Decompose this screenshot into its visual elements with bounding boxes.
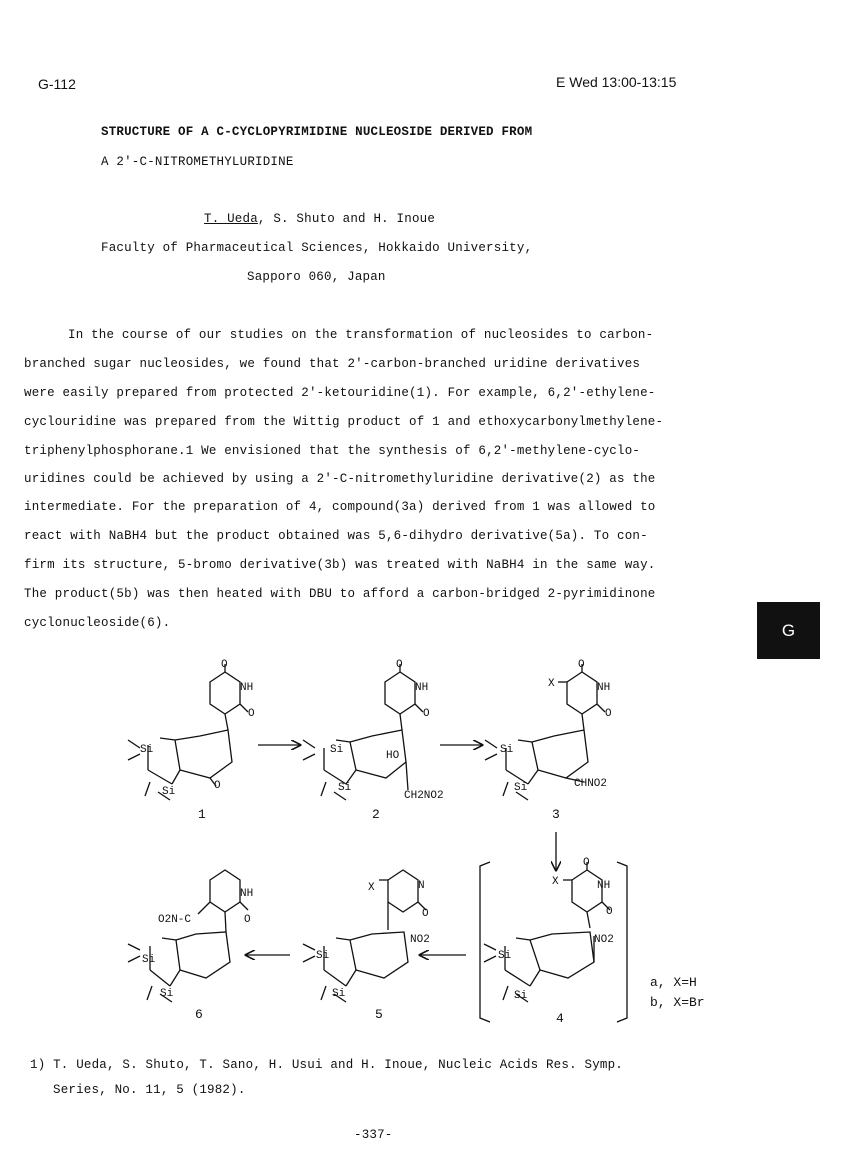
label-nh: NH (240, 888, 254, 900)
label-n: N (418, 880, 425, 892)
title-line-1: STRUCTURE OF A C-CYCLOPYRIMIDINE NUCLEOSIDE DERIVED FROM (101, 125, 533, 139)
label-si: Si (500, 744, 514, 756)
label-chno2: CHNO2 (574, 778, 608, 790)
label-si: Si (332, 988, 346, 1000)
legend-b: b, X=Br (650, 995, 705, 1010)
label-no2: NO2 (410, 934, 430, 946)
affiliation: Faculty of Pharmaceutical Sciences, Hokkaido University, (101, 241, 533, 255)
label-si: Si (514, 782, 528, 794)
label-si: Si (142, 954, 156, 966)
body-line: triphenylphosphorane.1 We envisioned that the synthesis of 6,2'-methylene-cyclo- (24, 444, 641, 458)
label-nh: NH (597, 880, 611, 892)
label-si: Si (140, 744, 154, 756)
body-line: react with NaBH4 but the product obtained was 5,6-dihydro derivative(5a). To con- (24, 529, 648, 543)
label-o: O (605, 708, 612, 720)
label-o: O (583, 857, 590, 869)
label-o: O (248, 708, 255, 720)
compound-label-5: 5 (375, 1007, 383, 1022)
body-line: uridines could be achieved by using a 2'-C-nitromethyluridine derivative(2) as the (24, 472, 656, 486)
session-time: E Wed 13:00-13:15 (556, 74, 677, 90)
structure-2 (303, 664, 423, 800)
structure-6 (128, 870, 248, 1002)
structure-5 (303, 870, 426, 1002)
label-o: O (214, 780, 221, 792)
co-authors: , S. Shuto and H. Inoue (257, 212, 436, 226)
label-nh: NH (415, 682, 429, 694)
page-number: -337- (354, 1128, 393, 1142)
reference-line-2: Series, No. 11, 5 (1982). (53, 1083, 246, 1097)
body-line: were easily prepared from protected 2'-ketouridine(1). For example, 6,2'-ethylene- (24, 386, 656, 400)
reference-line-1: 1) T. Ueda, S. Shuto, T. Sano, H. Usui and H. Inoue, Nucleic Acids Res. Symp. (30, 1058, 623, 1072)
label-si: Si (316, 950, 330, 962)
body-line: intermediate. For the preparation of 4, compound(3a) derived from 1 was allowed to (24, 500, 656, 514)
label-ho: HO (386, 750, 400, 762)
label-x: X (368, 882, 375, 894)
label-si: Si (338, 782, 352, 794)
body-line: cyclonucleoside(6). (24, 616, 171, 630)
authors (204, 212, 435, 226)
label-si: Si (162, 786, 176, 798)
body-line: The product(5b) was then heated with DBU to afford a carbon-bridged 2-pyrimidinone (24, 587, 656, 601)
label-o: O (396, 659, 403, 671)
address: Sapporo 060, Japan (247, 270, 386, 284)
section-tab: G (757, 602, 820, 659)
label-nh: NH (240, 682, 254, 694)
title-line-2: A 2'-C-NITROMETHYLURIDINE (101, 155, 294, 169)
body-line: In the course of our studies on the transformation of nucleosides to carbon- (68, 328, 654, 342)
compound-label-6: 6 (195, 1007, 203, 1022)
structure-1 (128, 664, 248, 800)
body-line: cyclouridine was prepared from the Wittig product of 1 and ethoxycarbonylmethylene- (24, 415, 664, 429)
label-o: O (578, 659, 585, 671)
label-o: O (422, 908, 429, 920)
label-nh: NH (597, 682, 611, 694)
label-si: Si (330, 744, 344, 756)
compound-label-2: 2 (372, 807, 380, 822)
label-o: O (423, 708, 430, 720)
label-o2nc: O2N-C (158, 914, 192, 926)
label-si: Si (514, 990, 528, 1002)
label-no2: NO2 (594, 934, 614, 946)
label-o: O (221, 659, 228, 671)
compound-label-1: 1 (198, 807, 206, 822)
label-ch2no2: CH2NO2 (404, 790, 444, 802)
legend-a: a, X=H (650, 975, 697, 990)
label-si: Si (498, 950, 512, 962)
body-line: firm its structure, 5-bromo derivative(3b) was treated with NaBH4 in the same way. (24, 558, 656, 572)
body-line: branched sugar nucleosides, we found that 2'-carbon-branched uridine derivatives (24, 357, 641, 371)
label-si: Si (160, 988, 174, 1000)
session-code: G-112 (38, 76, 76, 92)
compound-label-3: 3 (552, 807, 560, 822)
label-o: O (606, 906, 613, 918)
reaction-scheme (0, 650, 850, 1035)
compound-label-4: 4 (556, 1011, 564, 1026)
label-o: O (244, 914, 251, 926)
label-x: X (552, 876, 559, 888)
structure-4 (484, 862, 610, 1002)
label-x: X (548, 678, 555, 690)
presenting-author: T. Ueda (204, 212, 258, 226)
